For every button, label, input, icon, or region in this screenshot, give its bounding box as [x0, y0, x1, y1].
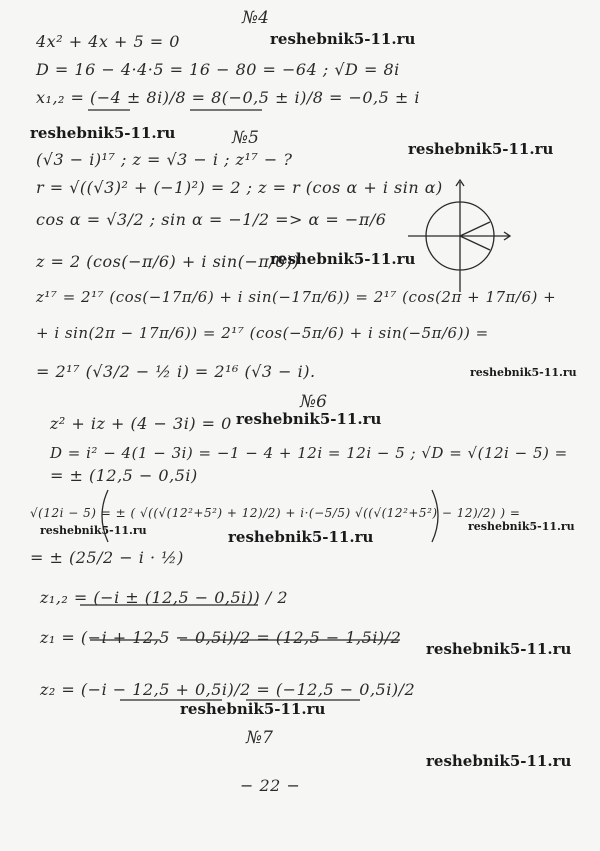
problem-5-trig-form: z = 2 (cos(−π/6) + i sin(−π/6)): [36, 252, 300, 271]
problem-4-equation: 4x² + 4x + 5 = 0: [36, 32, 180, 51]
problem-6-root-2: z₂ = (−i − 12,5 + 0,5i)/2 = (−12,5 − 0,5i)/2: [40, 680, 416, 699]
problem-4-roots: x₁,₂ = (−4 ± 8i)/8 = 8(−0,5 ± i)/8 = −0,5 ± i: [36, 88, 421, 107]
problem-5-angle: cos α = √3/2 ; sin α = −1/2 => α = −π/6: [36, 210, 387, 229]
watermark: reshebnik5-11.ru: [40, 524, 147, 537]
problem-6-sqrt-result: = ± (25/2 − i · ½): [30, 548, 184, 567]
watermark: reshebnik5-11.ru: [30, 124, 176, 142]
problem-5-power-line-1: z¹⁷ = 2¹⁷ (cos(−17π/6) + i sin(−17π/6)) = 2¹⁷ (cos(2π + 17π/6) +: [36, 288, 557, 306]
watermark: reshebnik5-11.ru: [180, 700, 326, 718]
problem-4-heading: №4: [242, 8, 269, 28]
problem-6-equation: z² + iz + (4 − 3i) = 0: [50, 414, 232, 433]
watermark: reshebnik5-11.ru: [228, 528, 374, 546]
problem-5-power-line-2: + i sin(2π − 17π/6)) = 2¹⁷ (cos(−5π/6) + i sin(−5π/6)) =: [36, 324, 489, 342]
problem-5-modulus: r = √((√3)² + (−1)²) = 2 ; z = r (cos α + i sin α): [36, 178, 443, 197]
problem-7-heading: №7: [246, 728, 273, 748]
watermark: reshebnik5-11.ru: [236, 410, 382, 428]
watermark: reshebnik5-11.ru: [270, 30, 416, 48]
watermark: reshebnik5-11.ru: [270, 250, 416, 268]
problem-4-discriminant: D = 16 − 4·4·5 = 16 − 80 = −64 ; √D = 8i: [36, 60, 400, 79]
problem-5-heading: №5: [232, 128, 259, 148]
problem-6-roots-formula: z₁,₂ = (−i ± (12,5 − 0,5i)) / 2: [40, 588, 288, 607]
watermark: reshebnik5-11.ru: [426, 640, 572, 658]
problem-6-discriminant: D = i² − 4(1 − 3i) = −1 − 4 + 12i = 12i − 5 ; √D = √(12i − 5) =: [50, 444, 568, 462]
watermark: reshebnik5-11.ru: [468, 520, 575, 533]
problem-5-statement: (√3 − i)¹⁷ ; z = √3 − i ; z¹⁷ − ?: [36, 150, 293, 169]
watermark: reshebnik5-11.ru: [408, 140, 554, 158]
problem-6-root-1: z₁ = (−i + 12,5 − 0,5i)/2 = (12,5 − 1,5i)/2: [40, 628, 402, 647]
problem-6-sqrt-value: = ± (12,5 − 0,5i): [50, 466, 198, 485]
page-number: − 22 −: [240, 776, 301, 795]
problem-6-heading: №6: [300, 392, 327, 412]
problem-5-result: = 2¹⁷ (√3/2 − ½ i) = 2¹⁶ (√3 − i).: [36, 362, 316, 381]
watermark: reshebnik5-11.ru: [426, 752, 572, 770]
problem-6-sqrt-formula: √(12i − 5) = ± ( √((√(12²+5²) + 12)/2) + i·(−5/5) √((√(12²+5²) − 12)/2) ) =: [30, 506, 521, 520]
watermark: reshebnik5-11.ru: [470, 366, 577, 379]
